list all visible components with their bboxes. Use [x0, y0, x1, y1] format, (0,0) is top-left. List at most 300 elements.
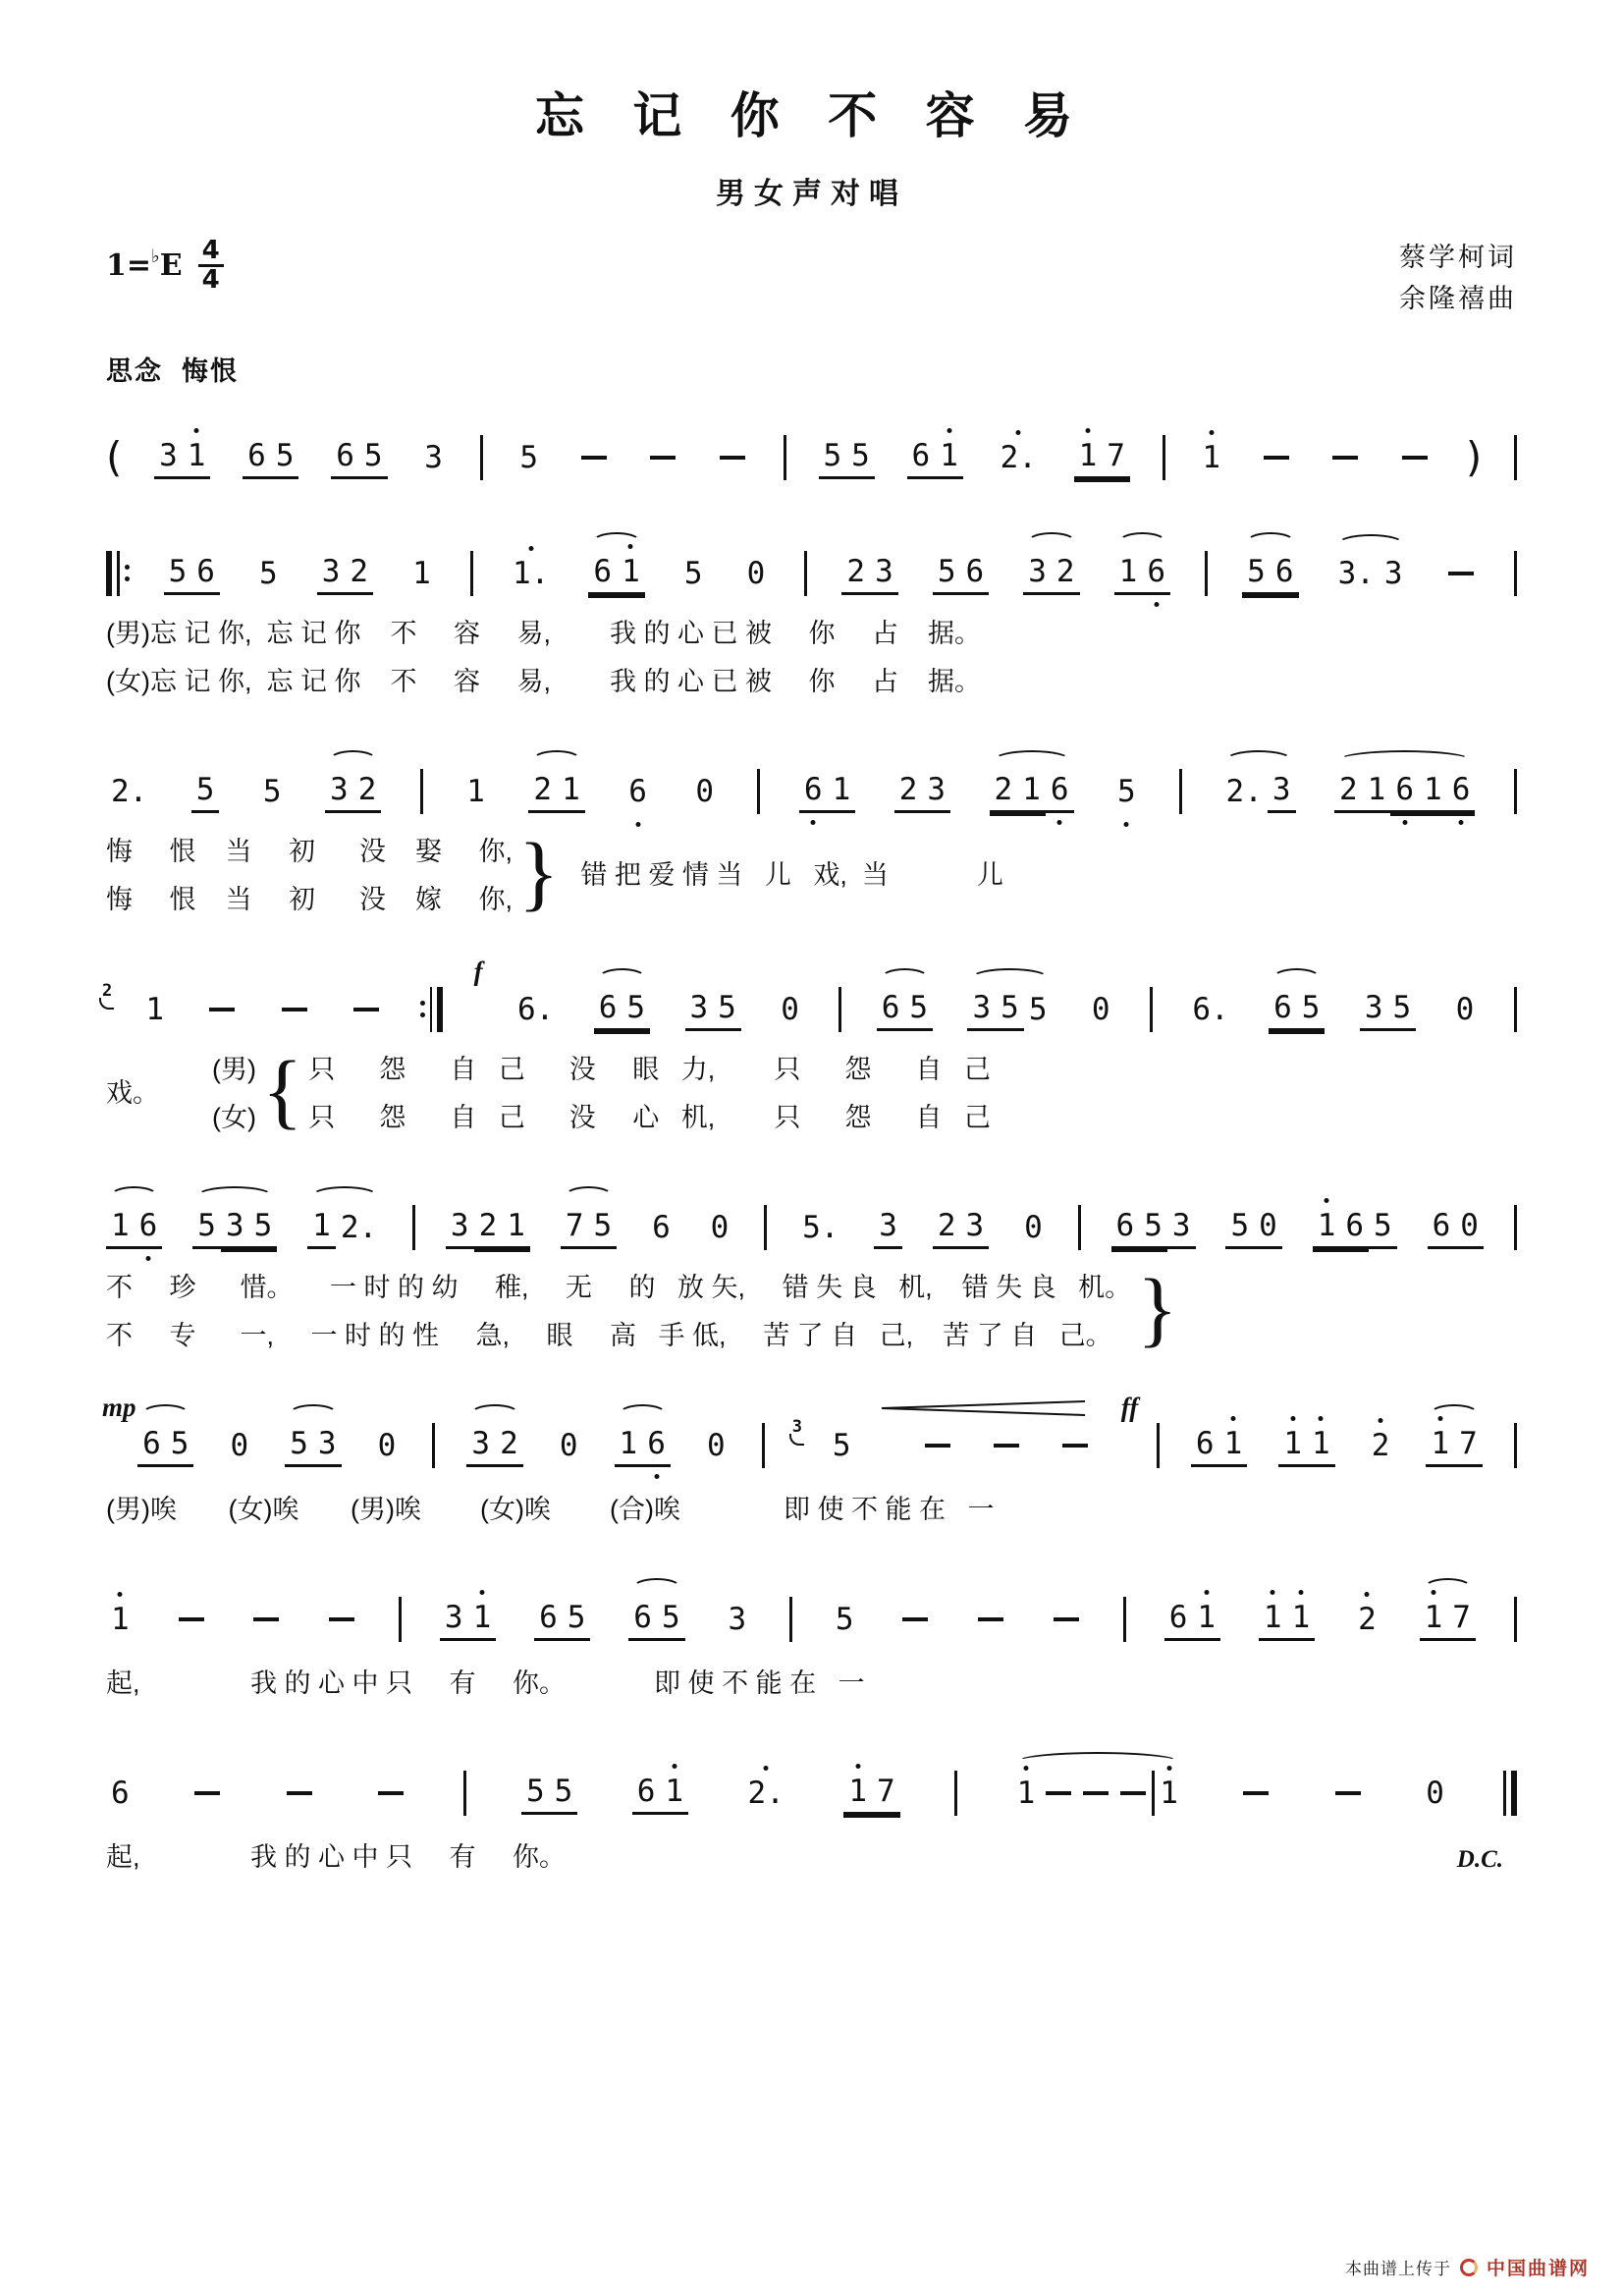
note-number: 5 [683, 555, 703, 591]
note-number: 5 [290, 1426, 308, 1462]
dynamic-mark-value: mp [102, 1392, 136, 1422]
note [192, 1205, 221, 1249]
slur-arc [565, 1186, 613, 1206]
note-number: 6 [138, 1208, 158, 1244]
barline [399, 1597, 402, 1642]
note-number: 5 [259, 555, 278, 591]
note-group [841, 551, 897, 595]
note-number: 3 [225, 1208, 244, 1244]
note-number: 5 [168, 554, 188, 590]
note-number: 1 [1160, 1775, 1178, 1811]
note-number: 5 [661, 1600, 680, 1636]
bar-thick [106, 551, 112, 596]
note-number: 6 [647, 1426, 666, 1462]
note-number: 3 [444, 1600, 463, 1636]
key-signature [106, 238, 224, 295]
note-number: 6 [881, 990, 900, 1026]
note [191, 551, 220, 595]
note-group [1428, 1205, 1484, 1249]
note [828, 1425, 856, 1466]
slur-arc [329, 750, 377, 770]
slur-arc [532, 750, 580, 770]
brace-right: } [1137, 1261, 1178, 1356]
dash-note [1083, 1791, 1109, 1795]
note-group [1420, 1597, 1476, 1641]
note-number: 3 [471, 1426, 491, 1462]
note-number: 3 [1364, 990, 1383, 1026]
note-group [877, 987, 933, 1031]
barline [1179, 769, 1182, 814]
note-group [615, 1423, 671, 1467]
note-number: 1 [1016, 1775, 1036, 1811]
note-group [1023, 551, 1079, 595]
note [743, 1773, 789, 1814]
octave-dot-above [118, 1592, 123, 1597]
barline [1078, 1205, 1081, 1250]
note-number: 2 [994, 772, 1013, 808]
voice-labels [212, 1048, 256, 1134]
note-group [1111, 1205, 1196, 1249]
note-number: 0 [1460, 1208, 1479, 1244]
note-number: 1 [562, 772, 580, 808]
octave-dot-above [672, 1764, 676, 1769]
note [933, 551, 961, 595]
flat-accidental-icon: ♭ [151, 246, 160, 268]
note [1102, 435, 1130, 479]
octave-dot-above [1365, 1592, 1370, 1597]
bar-thick [1511, 1771, 1517, 1816]
note [1363, 769, 1391, 813]
barline [1514, 769, 1517, 814]
barline [839, 987, 841, 1032]
note-number: 6 [196, 554, 215, 590]
note-number: 3 [159, 438, 178, 474]
note-number: 2 [898, 772, 918, 808]
note [468, 1597, 497, 1641]
note-number: 5 [262, 773, 282, 809]
music-system [106, 432, 1517, 481]
note [446, 1205, 474, 1249]
note-group [1074, 435, 1130, 479]
note-number: 5. [802, 1209, 839, 1245]
note-number: 1 [848, 1774, 867, 1810]
note-group [1278, 1423, 1334, 1467]
note [1017, 769, 1046, 813]
slur-arc [1225, 750, 1292, 770]
note-number: 2 [1358, 1601, 1377, 1637]
note [563, 1597, 591, 1641]
note-number: 1 [832, 772, 851, 808]
note [407, 553, 436, 594]
note [706, 1207, 734, 1248]
note-number: 1 [1283, 1426, 1302, 1462]
lyrics-pair [106, 825, 1517, 920]
octave-dot-below [1124, 822, 1129, 827]
note-group [1259, 1597, 1315, 1641]
note-number: 1 [1424, 772, 1442, 808]
note [1046, 769, 1074, 813]
note [1271, 551, 1299, 595]
note-number: 1 [412, 555, 431, 591]
notes-row [106, 1597, 1517, 1642]
note-number: 2 [1339, 772, 1358, 808]
note-group [1334, 769, 1475, 813]
dash-note [1335, 1791, 1361, 1795]
note [1340, 1205, 1369, 1249]
note-number: 6 [965, 554, 985, 590]
note-group [588, 551, 644, 595]
note [359, 435, 388, 479]
note [841, 551, 870, 595]
note [588, 551, 617, 595]
barline [1150, 987, 1153, 1032]
note [996, 987, 1024, 1031]
note-number: 0 [1455, 991, 1475, 1027]
note [1428, 1205, 1456, 1249]
note-number: 5 [1247, 554, 1266, 590]
barline [432, 1423, 435, 1468]
note-number: 6 [539, 1600, 558, 1636]
note [1269, 987, 1297, 1031]
octave-dot-above [764, 1766, 769, 1771]
mood-marking: 思念 悔恨 [106, 355, 240, 386]
note [1268, 769, 1296, 813]
lyric-lines [308, 1048, 991, 1134]
note-number: 3 [879, 1208, 897, 1244]
slur-arc [994, 750, 1070, 770]
dash-note [1120, 1791, 1146, 1795]
note-number: 1 [145, 991, 165, 1027]
note [353, 769, 382, 813]
note-number: 5 [554, 1774, 573, 1810]
note [561, 1205, 589, 1249]
note [508, 553, 554, 594]
note-group [534, 1597, 590, 1641]
music-system [106, 769, 1517, 920]
note-number: 2 [500, 1426, 518, 1462]
note-number: 3 [317, 1426, 337, 1462]
octave-dot-above [1325, 1198, 1329, 1203]
note-number: 6 [336, 438, 354, 474]
note-number: 5 [567, 1600, 586, 1636]
repeat-dot [125, 576, 130, 581]
note-group [325, 769, 381, 813]
note [164, 551, 192, 595]
note-number: 3 [330, 772, 349, 808]
note [249, 1205, 278, 1249]
note-number: 0 [710, 1209, 730, 1245]
note [933, 1205, 961, 1249]
note-number: 7 [565, 1208, 584, 1244]
note [1142, 551, 1170, 595]
note [623, 771, 652, 812]
note-number: 2 [1371, 1427, 1390, 1463]
octave-dot-above [1166, 1766, 1171, 1771]
note-number: 1 [111, 1208, 130, 1244]
note [776, 989, 804, 1030]
note-number: 0 [1426, 1775, 1444, 1811]
dash-note [1062, 1444, 1088, 1448]
slur-arc [470, 1404, 518, 1424]
note [1369, 1205, 1397, 1249]
note-number: 1 [507, 1208, 525, 1244]
octave-dot-above [947, 428, 951, 433]
repeat-dot [420, 1001, 425, 1006]
note-number: 3 [1028, 554, 1047, 590]
note [307, 1205, 336, 1249]
note-group [933, 1205, 989, 1249]
octave-dot-above [628, 544, 633, 549]
note [679, 553, 708, 594]
note-number: 3 [424, 439, 443, 475]
slur-arc [1430, 1404, 1478, 1424]
note-number: 6 [636, 1774, 656, 1810]
note [685, 987, 714, 1031]
barline [1157, 1423, 1160, 1468]
octave-dot-below [1459, 820, 1464, 825]
note [1087, 989, 1115, 1030]
lyric-lines [106, 1266, 1131, 1352]
note-group [1114, 551, 1170, 595]
note [1019, 1207, 1048, 1248]
note-group [907, 435, 963, 479]
octave-dot-below [1154, 602, 1159, 607]
dash-note [282, 1008, 307, 1011]
barline [420, 769, 423, 814]
dash-note [378, 1791, 404, 1795]
lyric-line: 悔 恨 当 初 没 娶 你, [106, 836, 514, 866]
note [819, 435, 847, 479]
note [1254, 1205, 1282, 1249]
note-number: 5 [1301, 990, 1321, 1026]
note-group [967, 987, 1052, 1031]
note-number: 2 [350, 554, 369, 590]
note-group [137, 1423, 193, 1467]
note-number: 2. [747, 1775, 784, 1811]
barline [1205, 551, 1208, 596]
note-number: 5 [525, 1774, 545, 1810]
note [1278, 1423, 1307, 1467]
note-group [1360, 987, 1416, 1031]
slur-arc [1246, 532, 1294, 552]
note-group [1426, 1423, 1482, 1467]
voice-label: (女) [212, 1102, 256, 1132]
note-number: 5 [626, 990, 646, 1026]
note [1112, 771, 1141, 812]
bar-thick [437, 987, 443, 1032]
note [1225, 1205, 1254, 1249]
note-group [799, 769, 855, 813]
note-number: 5 [195, 772, 215, 808]
note-number: 1 [1431, 1426, 1450, 1462]
note-number: 5 [593, 1208, 613, 1244]
note-group [1269, 987, 1325, 1031]
key-letter: E [159, 248, 183, 284]
note-group [192, 1205, 277, 1249]
note-number: 0 [230, 1427, 249, 1463]
note-number: 5 [832, 1427, 851, 1463]
note-number: 1 [1197, 1600, 1217, 1636]
note-number: 1 [622, 554, 640, 590]
note-number: 6 [1168, 1600, 1188, 1636]
note-number: 2. [1225, 773, 1263, 809]
note [1242, 551, 1271, 595]
note-number: 6 [1050, 772, 1069, 808]
octave-dot-above [855, 1764, 860, 1769]
note [1023, 551, 1052, 595]
note-number: 1 [111, 1601, 130, 1637]
octave-dot-below [1402, 820, 1407, 825]
note-number: 6 [628, 773, 647, 809]
slur-arc [141, 1404, 189, 1424]
lyrics-row [106, 1488, 1517, 1526]
note [1012, 1773, 1041, 1814]
note-number: 6 [1273, 990, 1292, 1026]
note-number: 6. [517, 991, 555, 1027]
lyric-line: 起, 我 的 心 中 只 有 你。 [106, 1841, 567, 1872]
note-number: 0 [1091, 991, 1110, 1027]
slur-arc [971, 968, 1048, 988]
note-number: 7 [1459, 1426, 1478, 1462]
note-group [843, 1771, 899, 1815]
note [1167, 1205, 1196, 1249]
note [961, 1205, 990, 1249]
time-signature-top: 4 [198, 238, 224, 267]
barline [470, 551, 473, 596]
note [106, 771, 152, 812]
lyric-line: (女)忘 记 你, 忘 记 你 不 容 易, 我 的 心 已 被 你 占 据。 [106, 666, 982, 696]
barline [463, 1771, 466, 1816]
note [1297, 987, 1325, 1031]
paren: ( [106, 432, 123, 481]
barline [480, 435, 483, 480]
note [513, 989, 559, 1030]
note [594, 987, 622, 1031]
note [1052, 551, 1080, 595]
note [894, 769, 923, 813]
bar-thin [1503, 1771, 1506, 1816]
note-group [528, 769, 584, 813]
notes-row [106, 1205, 1517, 1250]
note-number: 5 [909, 990, 929, 1026]
note [1259, 1597, 1287, 1641]
dash-note [1448, 572, 1474, 575]
note-group [685, 987, 741, 1031]
note-number: 6 [1115, 1208, 1135, 1244]
note [1197, 437, 1225, 478]
barline [757, 769, 760, 814]
slur-arc [289, 1404, 337, 1424]
note [331, 435, 359, 479]
notes-row [106, 1771, 1517, 1816]
dash-note [209, 1008, 235, 1011]
note [221, 1205, 249, 1249]
octave-dot-below [811, 820, 816, 825]
slur-arc [110, 1186, 158, 1206]
note-group [594, 987, 650, 1031]
note [877, 987, 905, 1031]
slur-arc [1338, 750, 1471, 770]
barline [1514, 435, 1517, 480]
note-group [1221, 769, 1296, 813]
note [106, 1773, 135, 1814]
note-group [819, 435, 875, 479]
page-title: 忘 记 你 不 容 易 [534, 87, 1089, 144]
note [843, 1771, 872, 1815]
slur-arc [592, 532, 640, 552]
lyrics-pair [106, 1043, 1517, 1138]
octave-dot-above [1290, 1416, 1295, 1421]
slur-arc [619, 1404, 667, 1424]
note [1164, 1597, 1193, 1641]
dash-note [1264, 456, 1289, 460]
note [1187, 989, 1233, 1030]
note-number: 5 [1392, 990, 1412, 1026]
note-number: 0 [695, 773, 714, 809]
lyric-line: 不 专 一, 一 时 的 性 急, 眼 高 手 低, 苦 了 自 己, 苦 了 自 己。 [106, 1320, 1112, 1350]
note-number: 7 [1452, 1600, 1471, 1636]
note [325, 769, 353, 813]
note [183, 435, 211, 479]
note-number: 6 [633, 1600, 652, 1636]
barline [804, 551, 807, 596]
note-number: 1 [1202, 439, 1221, 475]
note-number: 5 [1116, 773, 1136, 809]
note-number: 2 [937, 1208, 956, 1244]
note-group [521, 1771, 577, 1815]
note [1219, 1423, 1248, 1467]
note [797, 1207, 843, 1248]
lyric-line: 不 珍 惜。 一 时 的 幼 稚, 无 的 放 矢, 错 失 良 机, 错 失 良 机。 [106, 1272, 1132, 1302]
note-number: 3 [965, 1208, 985, 1244]
note-number: 1 [940, 438, 958, 474]
note-number: 0 [746, 555, 766, 591]
dc-mark: D.C. [1456, 1845, 1503, 1873]
note [419, 437, 448, 478]
note [1353, 1599, 1381, 1640]
note [615, 1423, 643, 1467]
slur-arc [632, 1578, 680, 1598]
note-number: 5 [835, 1601, 854, 1637]
note-number: 6 [142, 1426, 161, 1462]
note [555, 1425, 583, 1466]
note-group [933, 551, 989, 595]
slur-arc [1016, 1752, 1179, 1772]
note-number: 5 [1001, 990, 1019, 1026]
barline [1514, 551, 1517, 596]
note-number: 5 [718, 990, 736, 1026]
note-number: 6 [1147, 554, 1166, 590]
note-number: 1 [1078, 438, 1098, 474]
note-group [164, 551, 220, 595]
dash-note [329, 1617, 354, 1621]
note-number: 3. [1337, 555, 1375, 591]
note [617, 551, 645, 595]
lyrics-row [106, 1662, 1517, 1700]
note [154, 435, 183, 479]
repeat-dot [420, 1012, 425, 1017]
barline [789, 1597, 792, 1642]
note-number: 5 [170, 1426, 189, 1462]
note-number: 6 [1395, 772, 1415, 808]
note [589, 1205, 618, 1249]
octave-dot-above [1204, 1590, 1209, 1595]
note [1451, 989, 1480, 1030]
note-number: 3 [321, 554, 341, 590]
note-number: 7 [876, 1774, 895, 1810]
note-number: 3 [1171, 1208, 1191, 1244]
barline [784, 435, 786, 480]
